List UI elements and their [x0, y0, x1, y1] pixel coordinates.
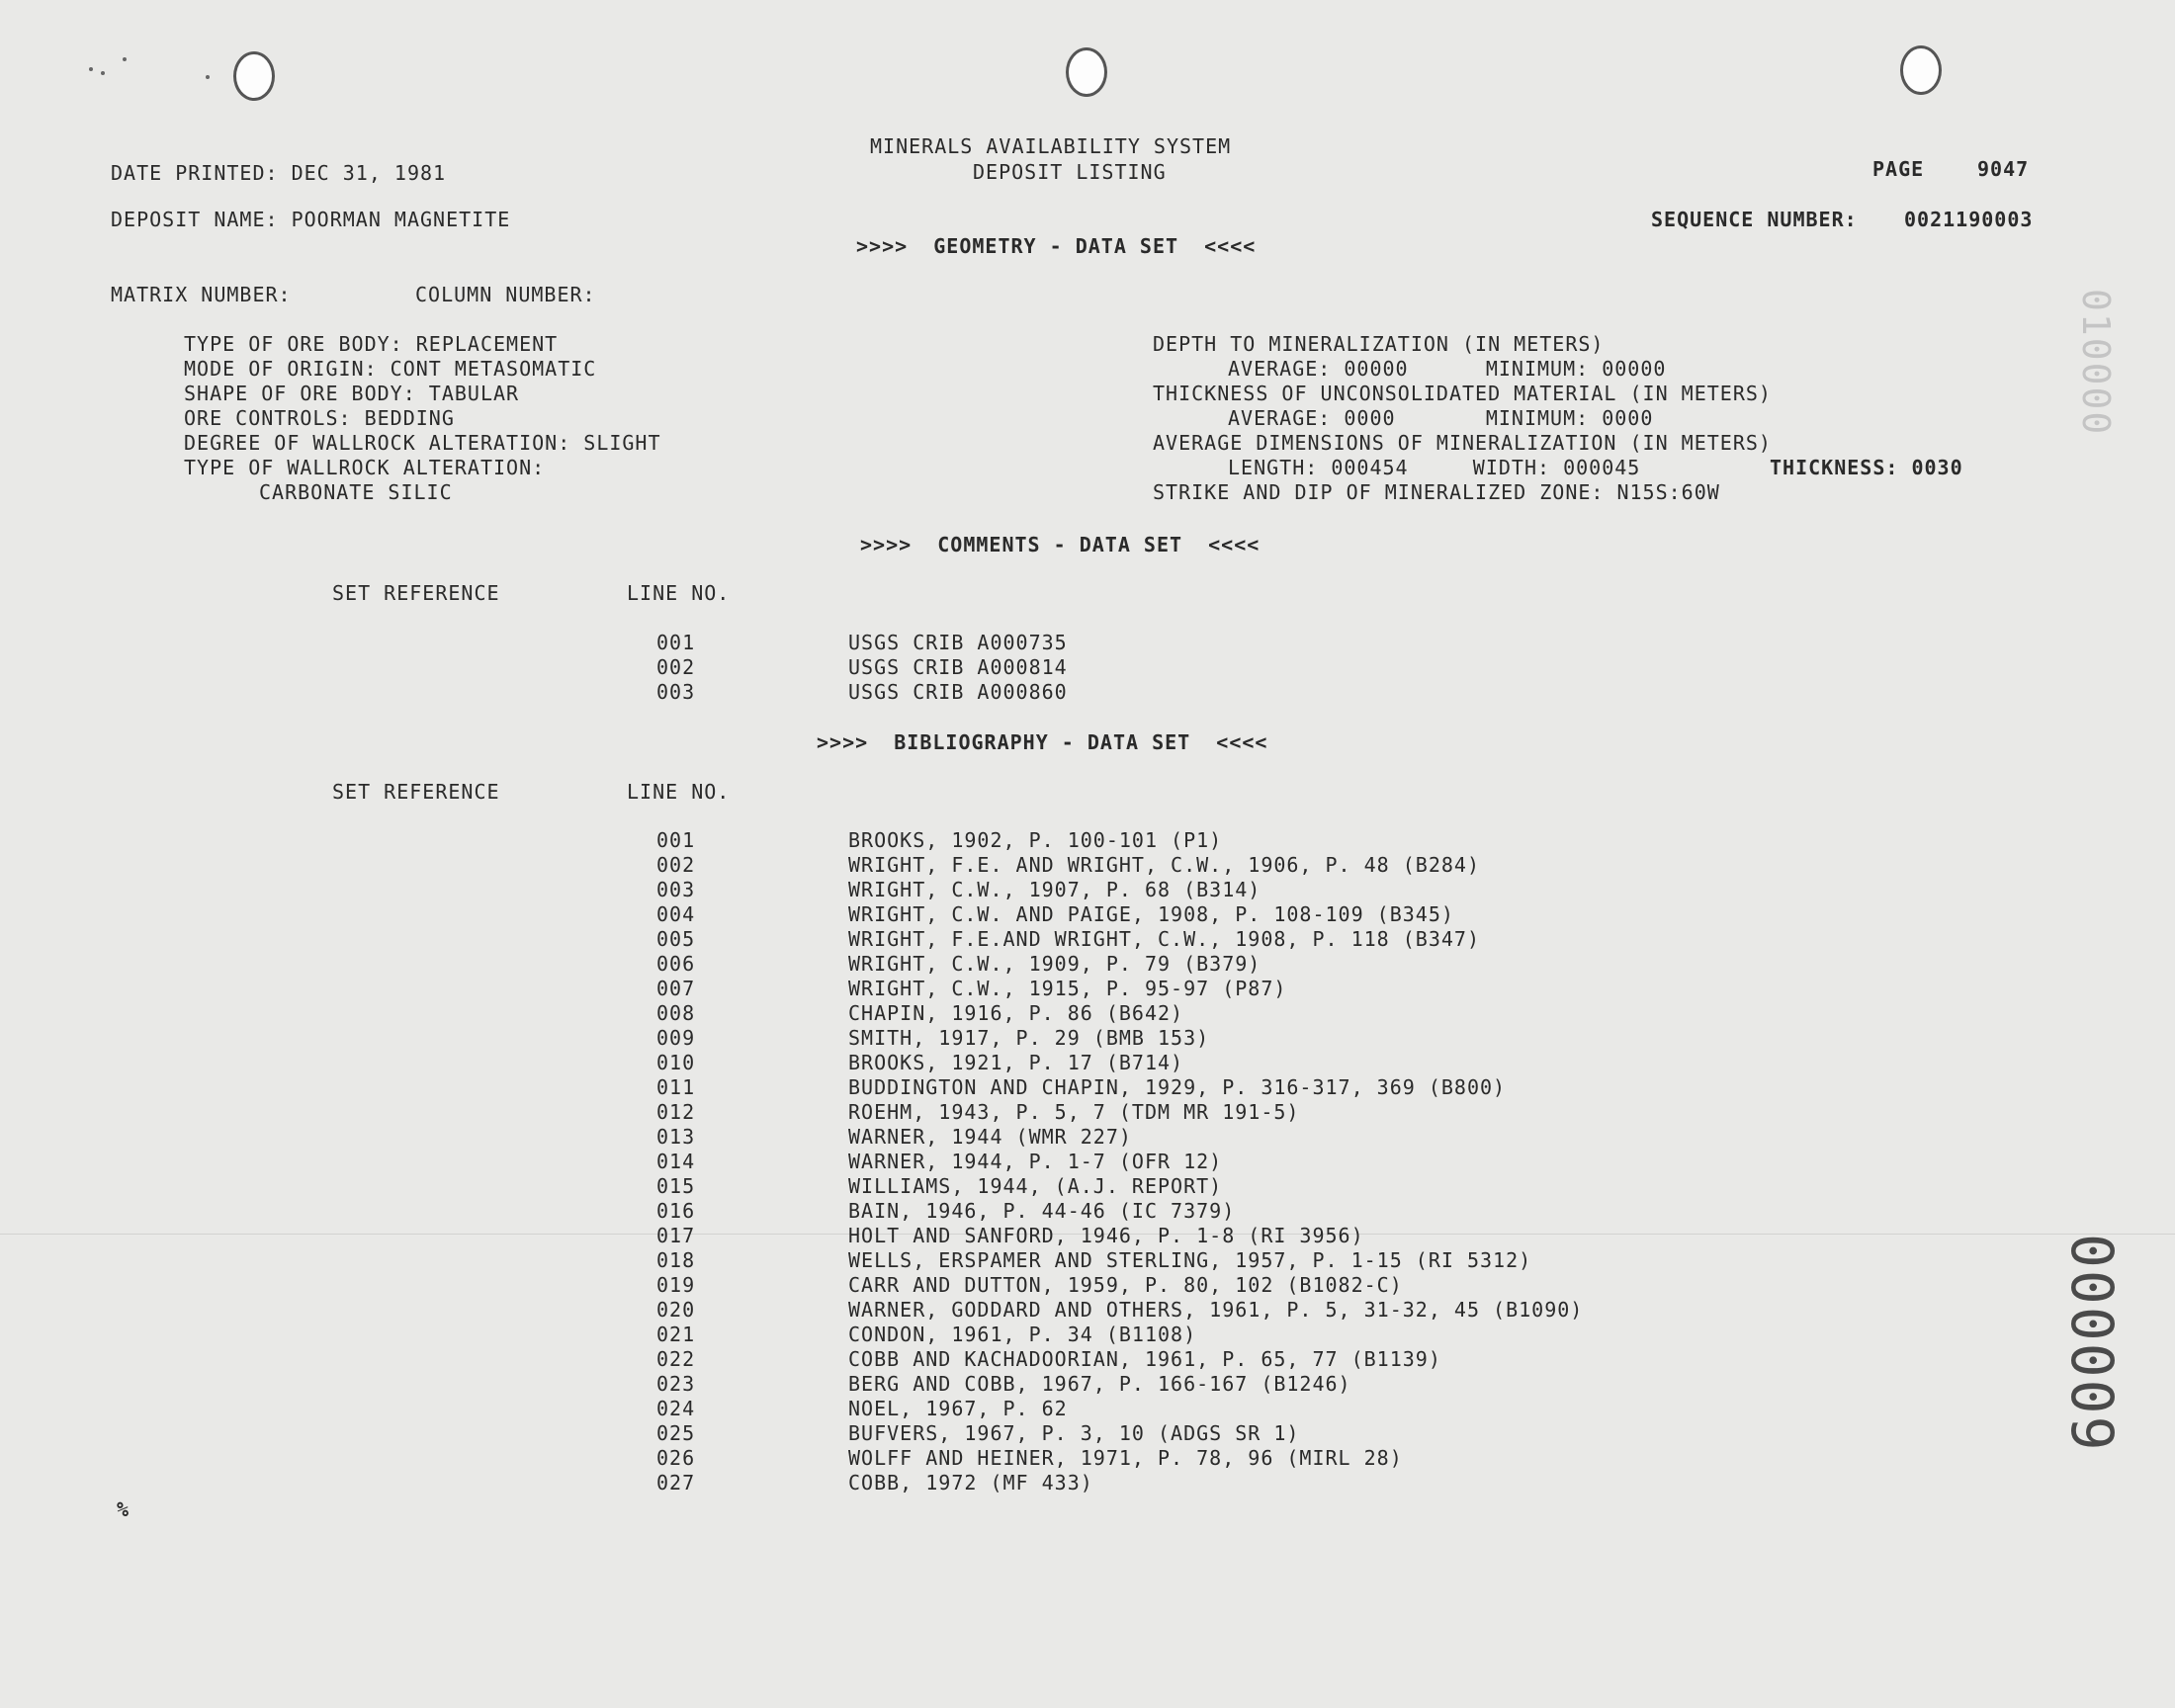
page-label: PAGE [1872, 157, 1925, 181]
wallrock-alteration-type: TYPE OF WALLROCK ALTERATION: [184, 456, 546, 479]
reference-entry: NOEL, 1967, P. 62 [848, 1397, 1068, 1420]
sequence-number: 0021190003 [1904, 208, 2034, 231]
line-number: 009 [656, 1026, 696, 1050]
thickness-title: THICKNESS OF UNCONSOLIDATED MATERIAL (IN METERS) [1153, 382, 1772, 405]
line-number: 010 [656, 1051, 696, 1074]
reference-entry: SMITH, 1917, P. 29 (BMB 153) [848, 1026, 1210, 1050]
depth-values: AVERAGE: 00000 MINIMUM: 00000 [1228, 357, 1667, 381]
reference-entry: WRIGHT, F.E. AND WRIGHT, C.W., 1906, P. 48 (B284) [848, 853, 1481, 877]
line-number: 007 [656, 977, 696, 1000]
column-number-label: COLUMN NUMBER: [415, 283, 596, 306]
reference-entry: WOLFF AND HEINER, 1971, P. 78, 96 (MIRL 28) [848, 1446, 1403, 1470]
reference-entry: COBB AND KACHADOORIAN, 1961, P. 65, 77 (B1139) [848, 1347, 1441, 1371]
punch-hole [1066, 47, 1107, 97]
side-stamp-dark: 000009 [2058, 1234, 2126, 1453]
wallrock-alteration-degree: DEGREE OF WALLROCK ALTERATION: SLIGHT [184, 431, 661, 455]
date-printed: DATE PRINTED: DEC 31, 1981 [111, 161, 447, 185]
punch-hole [1900, 45, 1942, 95]
reference-entry: BUDDINGTON AND CHAPIN, 1929, P. 316-317, 369 (B800) [848, 1075, 1507, 1099]
thickness-values: AVERAGE: 0000 MINIMUM: 0000 [1228, 406, 1654, 430]
geometry-heading: >>>> GEOMETRY - DATA SET <<<< [856, 234, 1257, 258]
depth-title: DEPTH TO MINERALIZATION (IN METERS) [1153, 332, 1605, 356]
reference-entry: WRIGHT, C.W., 1907, P. 68 (B314) [848, 878, 1262, 901]
line-number: 008 [656, 1001, 696, 1025]
footer-mark: % [117, 1497, 130, 1521]
line-number: 011 [656, 1075, 696, 1099]
side-stamp-faint: 010000 [2074, 289, 2118, 437]
line-number: 024 [656, 1397, 696, 1420]
reference-entry: USGS CRIB A000860 [848, 680, 1068, 704]
bibliography-heading: >>>> BIBLIOGRAPHY - DATA SET <<<< [817, 730, 1268, 754]
reference-entry: WELLS, ERSPAMER AND STERLING, 1957, P. 1-15 (RI 5312) [848, 1248, 1532, 1272]
reference-entry: WILLIAMS, 1944, (A.J. REPORT) [848, 1174, 1223, 1198]
line-number: 001 [656, 631, 696, 654]
reference-entry: WARNER, GODDARD AND OTHERS, 1961, P. 5, 31-32, 45 (B1090) [848, 1298, 1584, 1322]
reference-entry: WRIGHT, C.W., 1915, P. 95-97 (P87) [848, 977, 1287, 1000]
dimensions-values: LENGTH: 000454 WIDTH: 000045 [1228, 456, 1641, 479]
reference-entry: ROEHM, 1943, P. 5, 7 (TDM MR 191-5) [848, 1100, 1300, 1124]
line-number: 002 [656, 853, 696, 877]
listing-title: DEPOSIT LISTING [973, 160, 1167, 184]
reference-entry: WARNER, 1944, P. 1-7 (OFR 12) [848, 1150, 1223, 1173]
ore-body-shape: SHAPE OF ORE BODY: TABULAR [184, 382, 520, 405]
reference-entry: USGS CRIB A000814 [848, 655, 1068, 679]
dimensions-thickness: THICKNESS: 0030 [1770, 456, 1963, 479]
ore-controls: ORE CONTROLS: BEDDING [184, 406, 455, 430]
line-number: 020 [656, 1298, 696, 1322]
reference-entry: HOLT AND SANFORD, 1946, P. 1-8 (RI 3956) [848, 1224, 1364, 1247]
line-number: 027 [656, 1471, 696, 1494]
line-number: 003 [656, 878, 696, 901]
deposit-name: DEPOSIT NAME: POORMAN MAGNETITE [111, 208, 511, 231]
line-number: 001 [656, 828, 696, 852]
line-number: 026 [656, 1446, 696, 1470]
comments-set-reference-header: SET REFERENCE [332, 581, 500, 605]
matrix-number-label: MATRIX NUMBER: [111, 283, 292, 306]
line-number: 022 [656, 1347, 696, 1371]
reference-entry: CARR AND DUTTON, 1959, P. 80, 102 (B1082-C) [848, 1273, 1403, 1297]
bibliography-line-no-header: LINE NO. [627, 780, 731, 804]
line-number: 025 [656, 1421, 696, 1445]
dimensions-title: AVERAGE DIMENSIONS OF MINERALIZATION (IN METERS) [1153, 431, 1772, 455]
page-number: 9047 [1977, 157, 2030, 181]
line-number: 005 [656, 927, 696, 951]
reference-entry: WARNER, 1944 (WMR 227) [848, 1125, 1132, 1149]
line-number: 018 [656, 1248, 696, 1272]
system-title: MINERALS AVAILABILITY SYSTEM [870, 134, 1232, 158]
strike-dip: STRIKE AND DIP OF MINERALIZED ZONE: N15S:60W [1153, 480, 1720, 504]
line-number: 013 [656, 1125, 696, 1149]
punch-hole [233, 51, 275, 101]
line-number: 019 [656, 1273, 696, 1297]
reference-entry: WRIGHT, C.W. AND PAIGE, 1908, P. 108-109 (B345) [848, 902, 1454, 926]
reference-entry: BROOKS, 1902, P. 100-101 (P1) [848, 828, 1223, 852]
line-number: 016 [656, 1199, 696, 1223]
reference-entry: CHAPIN, 1916, P. 86 (B642) [848, 1001, 1184, 1025]
reference-entry: BUFVERS, 1967, P. 3, 10 (ADGS SR 1) [848, 1421, 1300, 1445]
line-number: 023 [656, 1372, 696, 1396]
line-number: 015 [656, 1174, 696, 1198]
reference-entry: WRIGHT, C.W., 1909, P. 79 (B379) [848, 952, 1262, 976]
comments-line-no-header: LINE NO. [627, 581, 731, 605]
line-number: 004 [656, 902, 696, 926]
line-number: 021 [656, 1323, 696, 1346]
reference-entry: BERG AND COBB, 1967, P. 166-167 (B1246) [848, 1372, 1351, 1396]
sequence-label: SEQUENCE NUMBER: [1651, 208, 1858, 231]
line-number: 002 [656, 655, 696, 679]
line-number: 003 [656, 680, 696, 704]
reference-entry: COBB, 1972 (MF 433) [848, 1471, 1093, 1494]
wallrock-alteration-value: CARBONATE SILIC [259, 480, 453, 504]
comments-heading: >>>> COMMENTS - DATA SET <<<< [860, 533, 1261, 556]
bibliography-set-reference-header: SET REFERENCE [332, 780, 500, 804]
reference-entry: BROOKS, 1921, P. 17 (B714) [848, 1051, 1184, 1074]
mode-of-origin: MODE OF ORIGIN: CONT METASOMATIC [184, 357, 597, 381]
line-number: 017 [656, 1224, 696, 1247]
reference-entry: WRIGHT, F.E.AND WRIGHT, C.W., 1908, P. 118 (B347) [848, 927, 1481, 951]
ore-body-type: TYPE OF ORE BODY: REPLACEMENT [184, 332, 559, 356]
line-number: 006 [656, 952, 696, 976]
reference-entry: BAIN, 1946, P. 44-46 (IC 7379) [848, 1199, 1236, 1223]
line-number: 014 [656, 1150, 696, 1173]
reference-entry: USGS CRIB A000735 [848, 631, 1068, 654]
line-number: 012 [656, 1100, 696, 1124]
reference-entry: CONDON, 1961, P. 34 (B1108) [848, 1323, 1197, 1346]
